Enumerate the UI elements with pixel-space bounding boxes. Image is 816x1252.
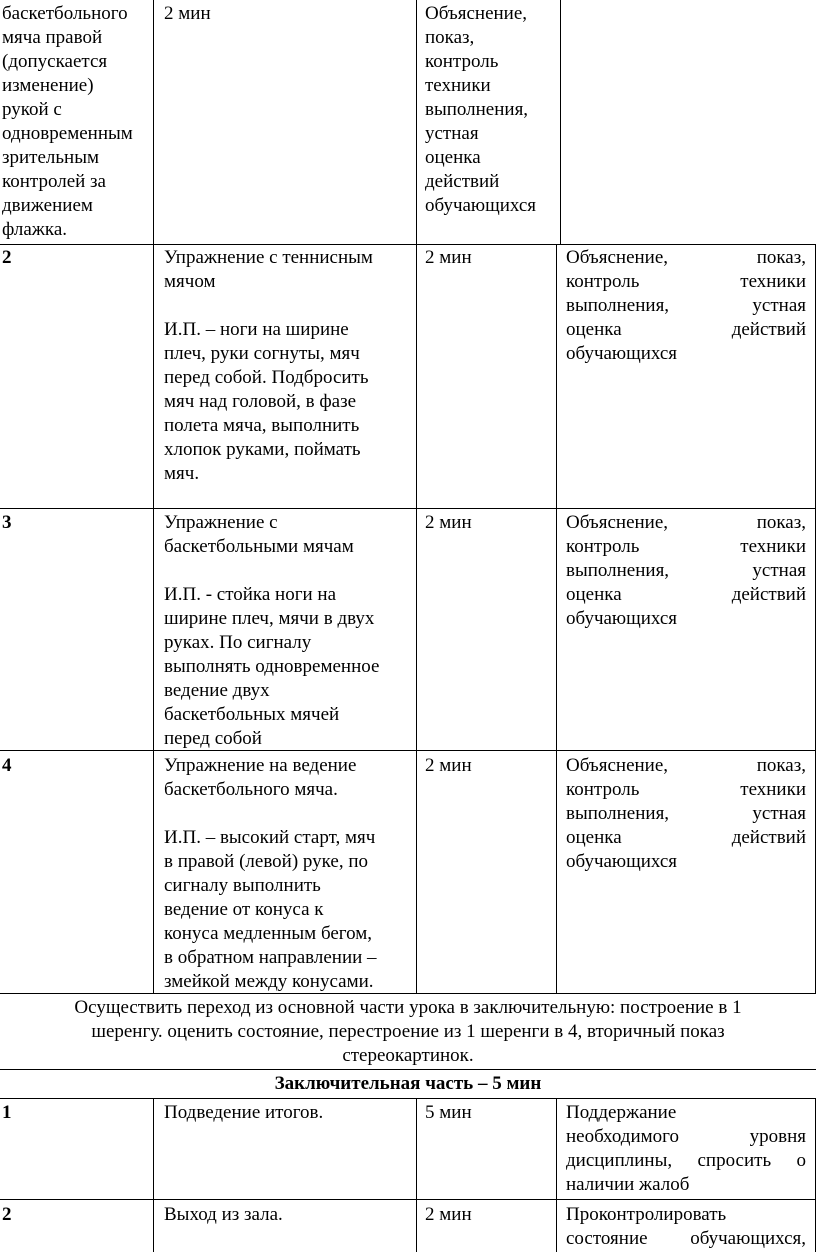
method-line [566,270,806,294]
method-word: контроль [566,536,640,557]
method-line [566,826,806,850]
method-word: показ, [756,512,806,533]
exercise-description: Упражнение с баскетбольными мячам И.П. - стойка ноги на ширине плеч, мячи в двух руках. По сигналу выполнять одновременное ведение двух баскетбольных мячей перед собой [164,512,380,749]
table-border [0,1199,816,1200]
method-word: выполнения, [566,803,670,824]
method-line [566,583,806,607]
table-border [0,1069,816,1070]
method-word: оценка [566,827,622,848]
method-word: действий [731,584,806,605]
method-line [566,294,806,318]
method-line: Проконтролировать [566,1204,727,1225]
section-header: Заключительная часть – 5 мин [274,1073,542,1094]
top-row-exercise: баскетбольного мяча правой (допускается изменение) рукой с одновременным зрительным контролей за движением флажка. [2,3,133,240]
method-cell [566,246,806,366]
method-word: о [796,1150,806,1171]
method-word: необходимого [566,1126,679,1147]
method-line [566,754,806,778]
method-word: обучающихся, [690,1228,806,1249]
method-word: Объяснение, [566,512,669,533]
method-word: техники [740,536,806,557]
table-border [416,1098,417,1252]
exercise-time: 2 мин [425,512,472,533]
method-word: показ, [756,247,806,268]
method-word: устная [752,803,806,824]
exercise-time: 2 мин [425,247,472,268]
method-word: устная [752,295,806,316]
method-line [566,318,806,342]
table-border [0,244,816,245]
method-line [566,246,806,270]
method-word: Объяснение, [566,247,669,268]
row-number: 2 [2,1204,12,1225]
method-word: действий [731,319,806,340]
method-word: выполнения, [566,295,670,316]
table-border [0,1098,816,1099]
method-word: действий [731,827,806,848]
method-word: устная [752,560,806,581]
method-word: состояние [566,1228,648,1249]
method-word: контроль [566,779,640,800]
row-number: 2 [2,247,12,268]
method-line: наличии жалоб [566,1174,690,1195]
method-line [566,559,806,583]
row-number: 1 [2,1102,12,1123]
transition-note: Осуществить переход из основной части урока в заключительную: построение в 1 шеренгу. оценить состояние, перестроение из 1 шеренги в 4, вторичный показ стереокартинок. [74,997,742,1066]
table-border [416,0,417,244]
method-line: обучающихся [566,608,678,629]
exercise-time: 5 мин [425,1102,472,1123]
exercise-time: 2 мин [425,755,472,776]
method-line [566,535,806,559]
exercise-description: Подведение итогов. [164,1102,324,1123]
exercise-description: Упражнение на ведение баскетбольного мяча. И.П. – высокий старт, мяч в правой (левой) руке, по сигналу выполнить ведение от конуса к конуса медленным бегом, в обратном направлении – змейкой между конусами. [164,755,377,992]
method-cell [566,754,806,874]
method-word: спросить [697,1150,772,1171]
exercise-time: 2 мин [425,1204,472,1225]
method-line: Поддержание [566,1102,677,1123]
method-line [566,511,806,535]
method-word: оценка [566,584,622,605]
method-line [566,802,806,826]
method-line [566,1149,806,1173]
method-cell [566,1203,806,1251]
row-number: 4 [2,755,12,776]
method-line [566,1227,806,1251]
method-word: дисциплины, [566,1150,673,1171]
method-word: выполнения, [566,560,670,581]
top-row-time: 2 мин [164,3,211,24]
method-word: контроль [566,271,640,292]
table-border [153,1098,154,1252]
method-word: техники [740,779,806,800]
exercise-description: Выход из зала. [164,1204,283,1225]
table-border [556,1098,557,1252]
method-word: уровня [749,1126,806,1147]
exercise-description: Упражнение с теннисным мячом И.П. – ноги на ширине плеч, руки согнуты, мяч перед собой. Подбросить мяч над головой, в фазе полета мяча, выполнить хлопок руками, поймать мяч. [164,247,373,484]
table-border [560,0,561,244]
table-border [0,508,816,509]
method-line [566,778,806,802]
method-line [566,1125,806,1149]
table-border [153,0,154,244]
table-border [556,244,557,993]
table-border [416,244,417,993]
method-word: показ, [756,755,806,776]
method-line: обучающихся [566,343,678,364]
method-line: обучающихся [566,851,678,872]
method-cell [566,511,806,631]
method-word: Объяснение, [566,755,669,776]
table-border [153,244,154,993]
method-cell [566,1101,806,1197]
method-word: оценка [566,319,622,340]
row-number: 3 [2,512,12,533]
top-row-method: Объяснение, показ, контроль техники выполнения, устная оценка действий обучающихся [425,3,537,216]
method-word: техники [740,271,806,292]
